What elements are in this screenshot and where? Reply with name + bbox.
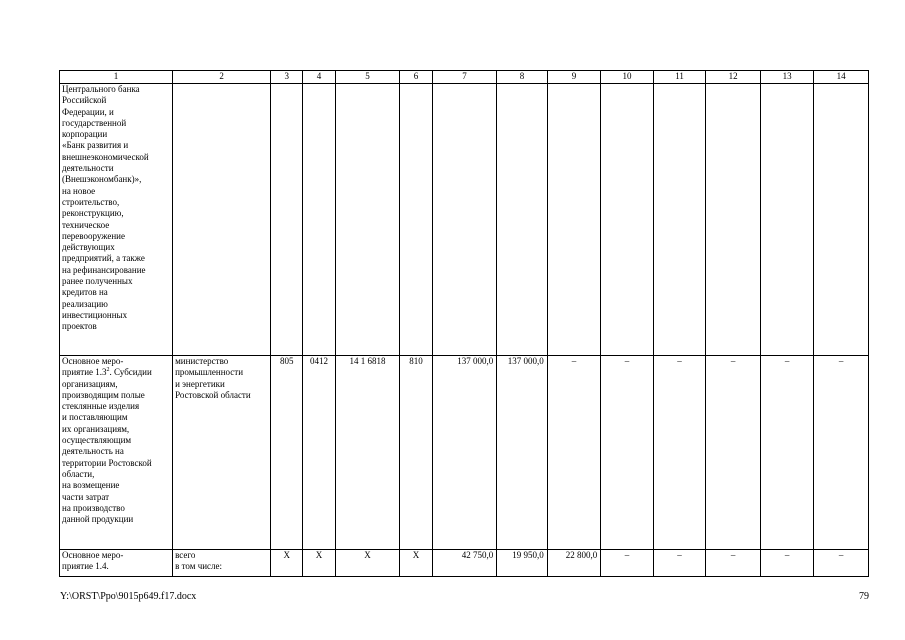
year-amount-cell: 22 800,0 <box>547 550 601 577</box>
year-amount-cell: – <box>814 356 869 550</box>
grbs-cell: Х <box>271 550 303 577</box>
table-cell <box>814 84 869 356</box>
year-amount-cell: – <box>547 356 601 550</box>
table-cell <box>173 84 271 356</box>
header-cell: 6 <box>400 71 432 84</box>
header-cell: 1 <box>60 71 173 84</box>
header-cell: 7 <box>432 71 497 84</box>
year-amount-cell: – <box>760 550 814 577</box>
csr-cell: 14 1 6818 <box>335 356 400 550</box>
grbs-cell: 805 <box>271 356 303 550</box>
table-cell <box>497 84 547 356</box>
footnote-mark: 2 <box>106 367 110 374</box>
measure-name-cell <box>60 356 173 550</box>
year-amount-cell: – <box>653 550 706 577</box>
total-amount-cell: 137 000,0 <box>432 356 497 550</box>
year-amount-cell: – <box>601 356 654 550</box>
year-amount-cell: 137 000,0 <box>497 356 547 550</box>
header-cell: 4 <box>303 71 335 84</box>
measure-title-part: Основное меро- приятие 1.3 <box>62 356 124 378</box>
table-cell <box>601 84 654 356</box>
header-cell: 10 <box>601 71 654 84</box>
header-cell: 12 <box>706 71 761 84</box>
budget-table <box>59 70 869 577</box>
year-amount-cell: – <box>706 550 761 577</box>
csr-cell: Х <box>335 550 400 577</box>
table-cell <box>760 84 814 356</box>
document-filename: Y:\ORST\Ppo\9015p649.f17.docx <box>60 591 197 602</box>
total-amount-cell: 42 750,0 <box>432 550 497 577</box>
table-cell <box>706 84 761 356</box>
table-cell <box>303 84 335 356</box>
measure-name-cell: Центрального банка Российской Федерации, и государственной корпорации «Банк развития и внешнеэкономической деятельности (Внешэкономбанк)», на новое строительство, реконструкцию, техническое перевооружение действующих предприятий, а также на рефинансирование ранее полученных кредитов на реализацию инвестиционных проектов <box>60 84 173 356</box>
year-amount-cell: – <box>601 550 654 577</box>
table-header-row <box>60 71 869 84</box>
rzpr-cell: Х <box>303 550 335 577</box>
table-cell <box>335 84 400 356</box>
table-row <box>60 550 869 577</box>
table-row <box>60 84 869 356</box>
year-amount-cell: – <box>814 550 869 577</box>
header-cell: 9 <box>547 71 601 84</box>
executor-cell: всего в том числе: <box>173 550 271 577</box>
year-amount-cell: – <box>706 356 761 550</box>
table-cell <box>432 84 497 356</box>
year-amount-cell: – <box>653 356 706 550</box>
measure-name-cell: Основное меро- приятие 1.4. <box>60 550 173 577</box>
header-cell: 13 <box>760 71 814 84</box>
table-cell <box>271 84 303 356</box>
header-cell: 8 <box>497 71 547 84</box>
header-cell: 14 <box>814 71 869 84</box>
header-cell: 11 <box>653 71 706 84</box>
year-amount-cell: 19 950,0 <box>497 550 547 577</box>
page-footer <box>60 591 869 605</box>
vr-cell: 810 <box>400 356 432 550</box>
header-cell: 3 <box>271 71 303 84</box>
table-row <box>60 356 869 550</box>
executor-cell: министерство промышленности и энергетики Ростовской области <box>173 356 271 550</box>
page-number: 79 <box>859 591 869 602</box>
table-cell <box>547 84 601 356</box>
header-cell: 2 <box>173 71 271 84</box>
measure-description: . Субсидии организациям, производящим полые стеклянные изделия и поставляющим их организациям, осуществляющим деятельность на территории Ростовской области, на возмещение части затрат на производство данной продукции <box>62 367 152 525</box>
table-cell <box>653 84 706 356</box>
table-cell <box>400 84 432 356</box>
year-amount-cell: – <box>760 356 814 550</box>
rzpr-cell: 0412 <box>303 356 335 550</box>
vr-cell: Х <box>400 550 432 577</box>
header-cell: 5 <box>335 71 400 84</box>
